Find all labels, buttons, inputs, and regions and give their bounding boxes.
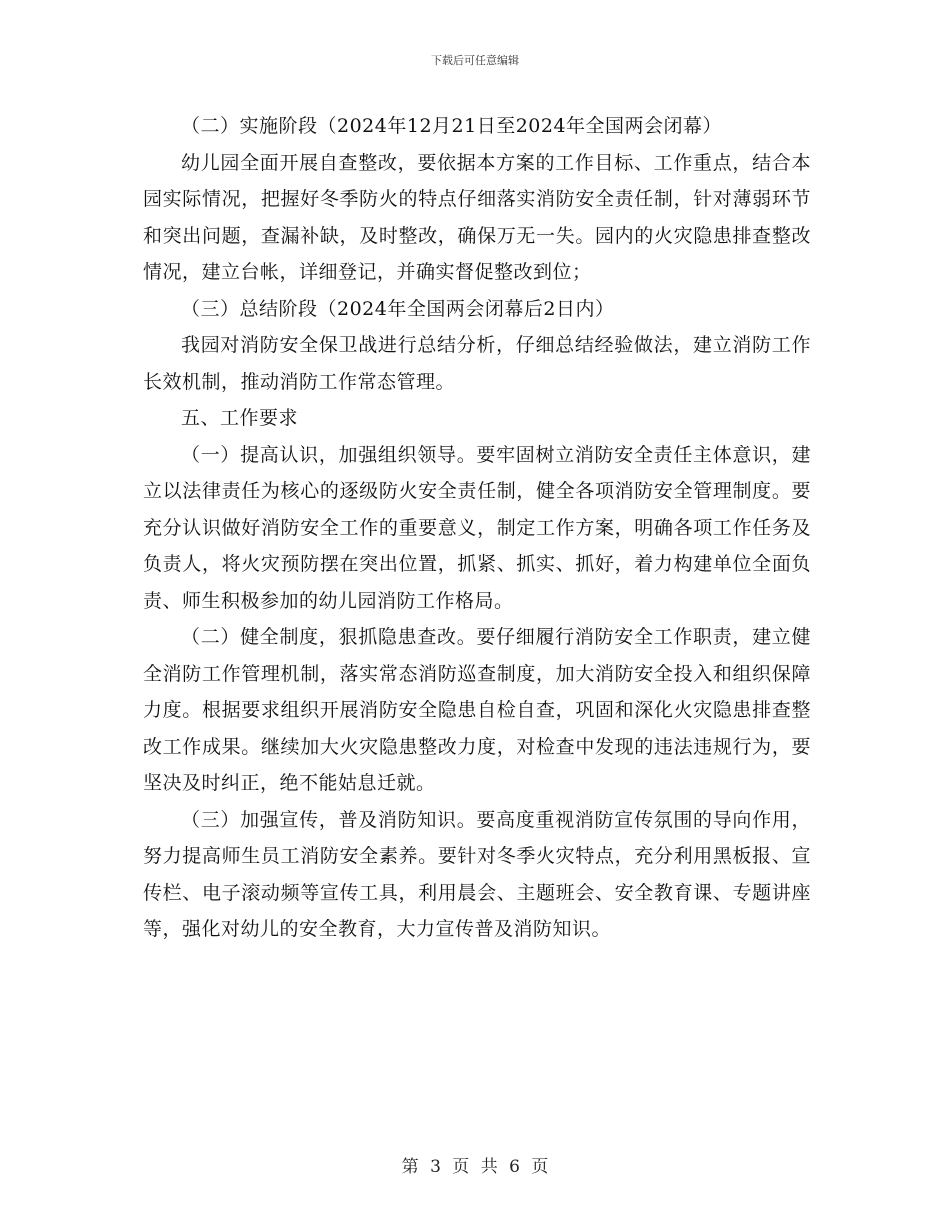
paragraph-requirement-1: （一）提高认识，加强组织领导。要牢固树立消防安全责任主体意识，建立以法律责任为核心的逐级防火安全责任制，健全各项消防安全管理制度。要充分认识做好消防安全工作的重要意义，制定工作方案，明确各项工作任务及负责人，将火灾预防摆在突出位置，抓紧、抓实、抓好，着力构建单位全面负责、师生积极参加的幼儿园消防工作格局。: [143, 443, 811, 612]
paragraph-requirement-2: （二）健全制度，狠抓隐患查改。要仔细履行消防安全工作职责，建立健全消防工作管理机制，落实常态消防巡查制度，加大消防安全投入和组织保障力度。根据要求组织开展消防安全隐患自检自查，巩固和深化火灾隐患排查整改工作成果。继续加大火灾隐患整改力度，对检查中发现的违法违规行为，要坚决及时纠正，绝不能姑息迁就。: [143, 626, 811, 794]
page-number: 第 3 页 共 6 页: [401, 1157, 549, 1177]
page-header: 下载后可任意编辑: [431, 54, 519, 67]
paragraph-summary: 我园对消防安全保卫战进行总结分析，仔细总结经验做法，建立消防工作长效机制，推动消防工作常态管理。: [143, 334, 811, 393]
document-body: [143, 108, 811, 948]
section-heading-implementation: （二）实施阶段（2024年12月21日至2024年全国两会闭幕）: [181, 115, 723, 137]
section-heading-summary: （三）总结阶段（2024年全国两会闭幕后2日内）: [181, 297, 615, 320]
paragraph-requirement-3: （三）加强宣传，普及消防知识。要高度重视消防宣传氛围的导向作用，努力提高师生员工消防安全素养。要针对冬季火灾特点，充分利用黑板报、宣传栏、电子滚动频等宣传工具，利用晨会、主题班会、安全教育课、专题讲座等，强化对幼儿的安全教育，大力宣传普及消防知识。: [143, 808, 811, 940]
section-heading-requirements: 五、工作要求: [181, 407, 299, 429]
paragraph-self-inspection: 幼儿园全面开展自查整改，要依据本方案的工作目标、工作重点，结合本园实际情况，把握好冬季防火的特点仔细落实消防安全责任制，针对薄弱环节和突出问题，查漏补缺，及时整改，确保万无一失。园内的火灾隐患排查整改情况，建立台帐，详细登记，并确实督促整改到位；: [143, 151, 811, 283]
